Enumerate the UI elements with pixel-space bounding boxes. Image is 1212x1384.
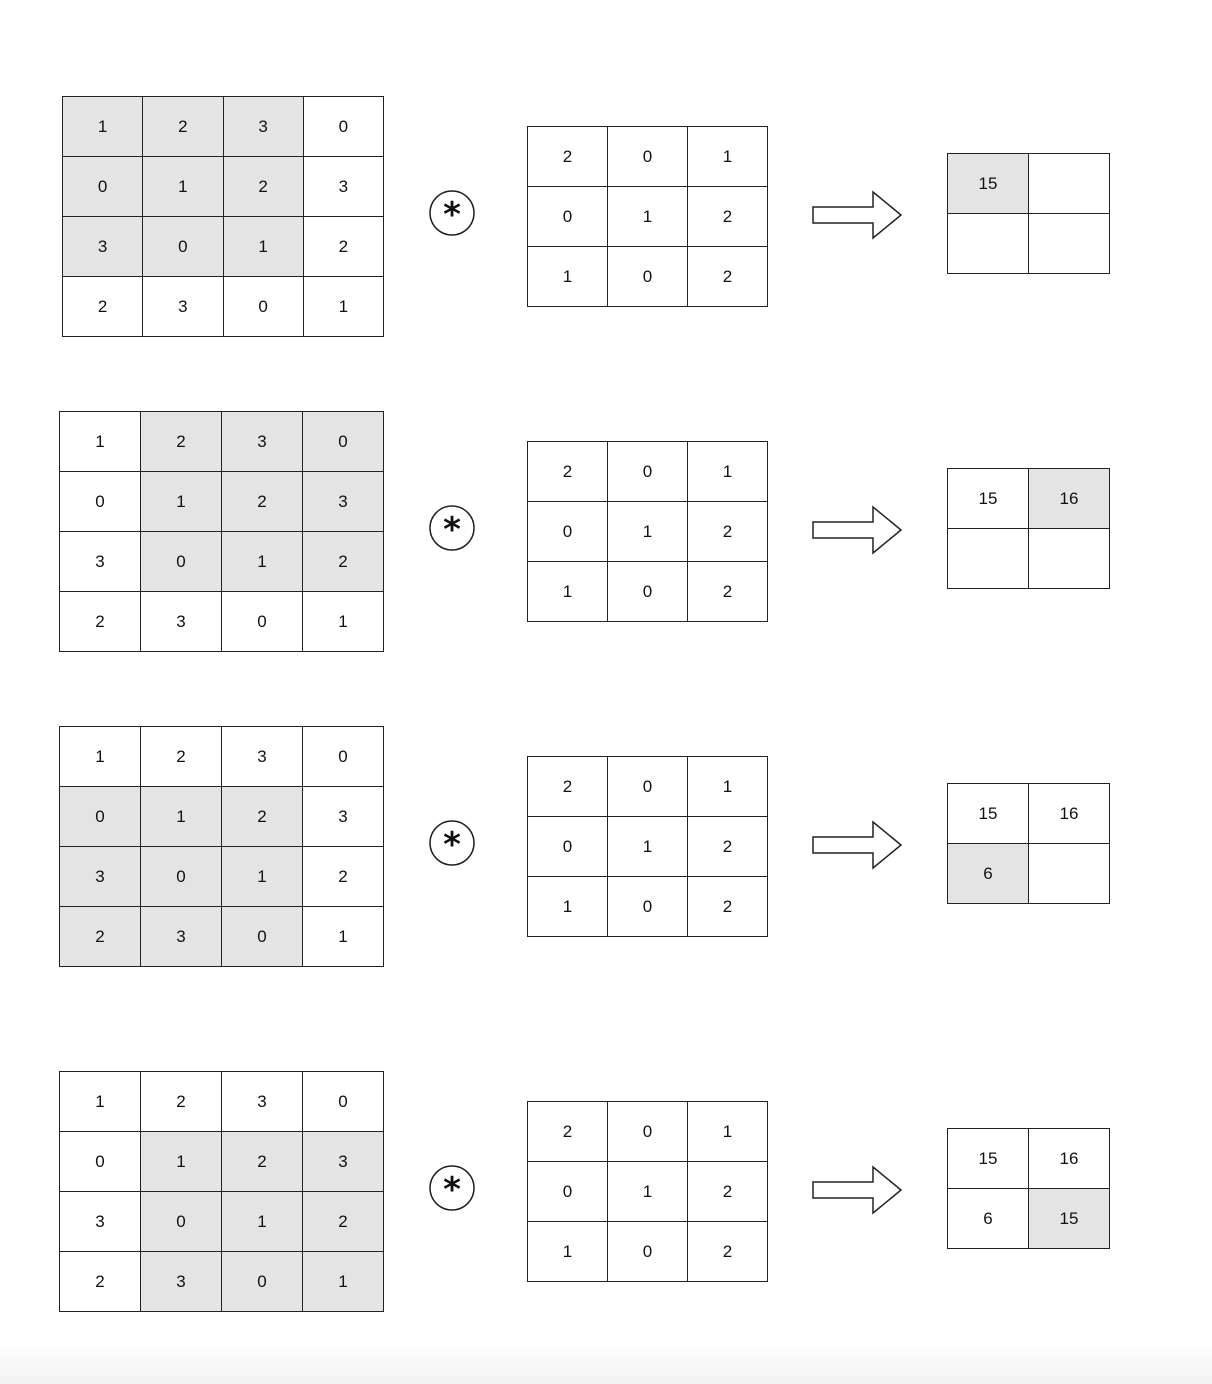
input-matrix-cell: 0 (303, 412, 384, 472)
arrow-shape (813, 1167, 901, 1213)
input-matrix-cell: 2 (222, 472, 303, 532)
input-matrix-cell: 2 (60, 907, 141, 967)
kernel-matrix-cell: 0 (528, 1162, 608, 1222)
kernel-matrix (527, 126, 768, 307)
kernel-matrix-row (528, 127, 768, 187)
input-matrix-cell: 3 (222, 412, 303, 472)
kernel-matrix (527, 756, 768, 937)
input-matrix-row (63, 217, 384, 277)
result-arrow-icon (811, 189, 905, 241)
input-matrix-cell: 2 (223, 157, 303, 217)
input-matrix-row (60, 787, 384, 847)
output-matrix-cell: 6 (948, 844, 1029, 904)
output-matrix-row (948, 469, 1110, 529)
input-matrix-row (60, 532, 384, 592)
input-matrix-cell: 0 (141, 847, 222, 907)
output-matrix-cell: 16 (1029, 784, 1110, 844)
kernel-matrix-cell: 1 (688, 127, 768, 187)
kernel-matrix-cell: 0 (528, 817, 608, 877)
output-matrix (947, 468, 1110, 589)
input-matrix-cell: 0 (63, 157, 143, 217)
input-matrix-cell: 1 (60, 412, 141, 472)
input-matrix (59, 1071, 384, 1312)
input-matrix-cell: 1 (60, 727, 141, 787)
kernel-matrix-cell: 2 (688, 1162, 768, 1222)
output-matrix-cell (1029, 214, 1110, 274)
kernel-matrix-row (528, 187, 768, 247)
result-arrow-icon (811, 1164, 905, 1216)
input-matrix-cell: 1 (143, 157, 223, 217)
kernel-matrix-cell: 1 (528, 562, 608, 622)
output-matrix-cell (1029, 529, 1110, 589)
operator-symbol: * (443, 1170, 461, 1210)
input-matrix-cell: 3 (60, 1192, 141, 1252)
output-matrix-row (948, 844, 1110, 904)
input-matrix-row (60, 592, 384, 652)
input-matrix-cell: 1 (303, 907, 384, 967)
input-matrix-row (63, 157, 384, 217)
input-matrix-cell: 0 (303, 1072, 384, 1132)
kernel-matrix-cell: 1 (688, 442, 768, 502)
input-matrix-row (60, 412, 384, 472)
kernel-matrix-cell: 0 (608, 562, 688, 622)
input-matrix-cell: 2 (60, 1252, 141, 1312)
arrow-shape (813, 507, 901, 553)
output-matrix-row (948, 154, 1110, 214)
input-matrix-cell: 2 (303, 847, 384, 907)
kernel-matrix-cell: 1 (608, 817, 688, 877)
input-matrix-row (60, 1072, 384, 1132)
input-matrix-cell: 2 (141, 412, 222, 472)
input-matrix-cell: 3 (222, 727, 303, 787)
output-matrix-cell: 15 (1029, 1189, 1110, 1249)
input-matrix-row (63, 97, 384, 157)
input-matrix-cell: 0 (60, 472, 141, 532)
kernel-matrix-row (528, 247, 768, 307)
output-matrix-cell: 16 (1029, 469, 1110, 529)
output-matrix (947, 1128, 1110, 1249)
input-matrix-row (60, 1252, 384, 1312)
kernel-matrix-cell: 2 (688, 1222, 768, 1282)
output-matrix-row (948, 1189, 1110, 1249)
kernel-matrix-cell: 0 (528, 187, 608, 247)
output-matrix (947, 153, 1110, 274)
kernel-matrix-cell: 2 (528, 1102, 608, 1162)
input-matrix-cell: 2 (222, 787, 303, 847)
output-matrix-cell (948, 529, 1029, 589)
input-matrix-cell: 3 (60, 847, 141, 907)
input-matrix-cell: 0 (222, 1252, 303, 1312)
kernel-matrix-cell: 0 (608, 442, 688, 502)
input-matrix-cell: 1 (222, 1192, 303, 1252)
arrow-shape (813, 822, 901, 868)
kernel-matrix-cell: 1 (608, 502, 688, 562)
input-matrix-cell: 1 (303, 1252, 384, 1312)
output-matrix-cell: 6 (948, 1189, 1029, 1249)
output-matrix-cell (1029, 844, 1110, 904)
input-matrix-row (60, 472, 384, 532)
kernel-matrix-row (528, 1102, 768, 1162)
input-matrix-row (60, 847, 384, 907)
kernel-matrix-cell: 1 (688, 757, 768, 817)
input-matrix-cell: 3 (303, 472, 384, 532)
kernel-matrix-cell: 0 (528, 502, 608, 562)
kernel-matrix-cell: 0 (608, 247, 688, 307)
output-matrix (947, 783, 1110, 904)
kernel-matrix-row (528, 1162, 768, 1222)
input-matrix-cell: 0 (60, 1132, 141, 1192)
input-matrix-cell: 0 (223, 277, 303, 337)
kernel-matrix-row (528, 1222, 768, 1282)
input-matrix-cell: 0 (222, 907, 303, 967)
input-matrix-cell: 0 (303, 97, 383, 157)
kernel-matrix-cell: 0 (608, 877, 688, 937)
input-matrix-cell: 2 (63, 277, 143, 337)
input-matrix-cell: 3 (141, 592, 222, 652)
kernel-matrix-cell: 2 (528, 757, 608, 817)
result-arrow-icon (811, 819, 905, 871)
input-matrix-row (60, 1192, 384, 1252)
output-matrix-cell: 16 (1029, 1129, 1110, 1189)
input-matrix-cell: 3 (141, 1252, 222, 1312)
input-matrix-cell: 3 (303, 157, 383, 217)
input-matrix-cell: 1 (303, 277, 383, 337)
input-matrix-cell: 3 (143, 277, 223, 337)
kernel-matrix-cell: 1 (528, 877, 608, 937)
input-matrix-cell: 2 (303, 217, 383, 277)
input-matrix-cell: 2 (141, 727, 222, 787)
output-matrix-cell (1029, 154, 1110, 214)
input-matrix-cell: 2 (303, 532, 384, 592)
convolution-operator-icon (427, 188, 477, 238)
output-matrix-row (948, 1129, 1110, 1189)
input-matrix-cell: 1 (141, 472, 222, 532)
input-matrix-cell: 2 (222, 1132, 303, 1192)
result-arrow-icon (811, 504, 905, 556)
kernel-matrix-cell: 2 (688, 817, 768, 877)
input-matrix-row (60, 1132, 384, 1192)
kernel-matrix-row (528, 562, 768, 622)
convolution-operator-icon (427, 818, 477, 868)
input-matrix-cell: 1 (60, 1072, 141, 1132)
input-matrix (59, 726, 384, 967)
kernel-matrix-row (528, 502, 768, 562)
kernel-matrix-cell: 2 (688, 247, 768, 307)
operator-symbol: * (443, 510, 461, 550)
input-matrix-cell: 1 (141, 1132, 222, 1192)
output-matrix-cell: 15 (948, 469, 1029, 529)
kernel-matrix-cell: 2 (688, 877, 768, 937)
convolution-operator-icon (427, 1163, 477, 1213)
kernel-matrix-cell: 0 (608, 1222, 688, 1282)
input-matrix-cell: 3 (222, 1072, 303, 1132)
input-matrix (62, 96, 384, 337)
kernel-matrix-cell: 1 (528, 247, 608, 307)
kernel-matrix-row (528, 877, 768, 937)
kernel-matrix-cell: 1 (608, 1162, 688, 1222)
input-matrix-cell: 2 (141, 1072, 222, 1132)
input-matrix-cell: 3 (63, 217, 143, 277)
input-matrix-cell: 2 (60, 592, 141, 652)
output-matrix-row (948, 214, 1110, 274)
kernel-matrix-row (528, 442, 768, 502)
kernel-matrix (527, 1101, 768, 1282)
input-matrix-cell: 2 (143, 97, 223, 157)
kernel-matrix-cell: 2 (528, 442, 608, 502)
input-matrix-cell: 1 (223, 217, 303, 277)
kernel-matrix-row (528, 817, 768, 877)
arrow-shape (813, 192, 901, 238)
kernel-matrix-cell: 2 (688, 502, 768, 562)
output-matrix-row (948, 529, 1110, 589)
output-matrix-cell: 15 (948, 784, 1029, 844)
input-matrix-row (60, 727, 384, 787)
kernel-matrix-cell: 2 (688, 187, 768, 247)
input-matrix-cell: 3 (303, 787, 384, 847)
input-matrix-cell: 0 (141, 532, 222, 592)
output-matrix-cell (948, 214, 1029, 274)
input-matrix-cell: 3 (303, 1132, 384, 1192)
input-matrix-cell: 1 (141, 787, 222, 847)
output-matrix-cell: 15 (948, 154, 1029, 214)
input-matrix-cell: 1 (63, 97, 143, 157)
kernel-matrix-row (528, 757, 768, 817)
kernel-matrix-cell: 0 (608, 757, 688, 817)
input-matrix-row (60, 907, 384, 967)
input-matrix-cell: 0 (222, 592, 303, 652)
input-matrix-cell: 0 (141, 1192, 222, 1252)
kernel-matrix-cell: 0 (608, 1102, 688, 1162)
input-matrix-cell: 3 (223, 97, 303, 157)
input-matrix-row (63, 277, 384, 337)
input-matrix-cell: 1 (303, 592, 384, 652)
operator-symbol: * (443, 825, 461, 865)
kernel-matrix-cell: 1 (688, 1102, 768, 1162)
input-matrix-cell: 2 (303, 1192, 384, 1252)
input-matrix-cell: 3 (60, 532, 141, 592)
convolution-operator-icon (427, 503, 477, 553)
kernel-matrix-cell: 0 (608, 127, 688, 187)
output-matrix-row (948, 784, 1110, 844)
operator-symbol: * (443, 195, 461, 235)
kernel-matrix-cell: 2 (688, 562, 768, 622)
output-matrix-cell: 15 (948, 1129, 1029, 1189)
input-matrix-cell: 0 (303, 727, 384, 787)
kernel-matrix-cell: 1 (608, 187, 688, 247)
input-matrix-cell: 1 (222, 532, 303, 592)
kernel-matrix-cell: 1 (528, 1222, 608, 1282)
kernel-matrix-cell: 2 (528, 127, 608, 187)
input-matrix-cell: 3 (141, 907, 222, 967)
input-matrix (59, 411, 384, 652)
input-matrix-cell: 0 (60, 787, 141, 847)
input-matrix-cell: 0 (143, 217, 223, 277)
input-matrix-cell: 1 (222, 847, 303, 907)
kernel-matrix (527, 441, 768, 622)
